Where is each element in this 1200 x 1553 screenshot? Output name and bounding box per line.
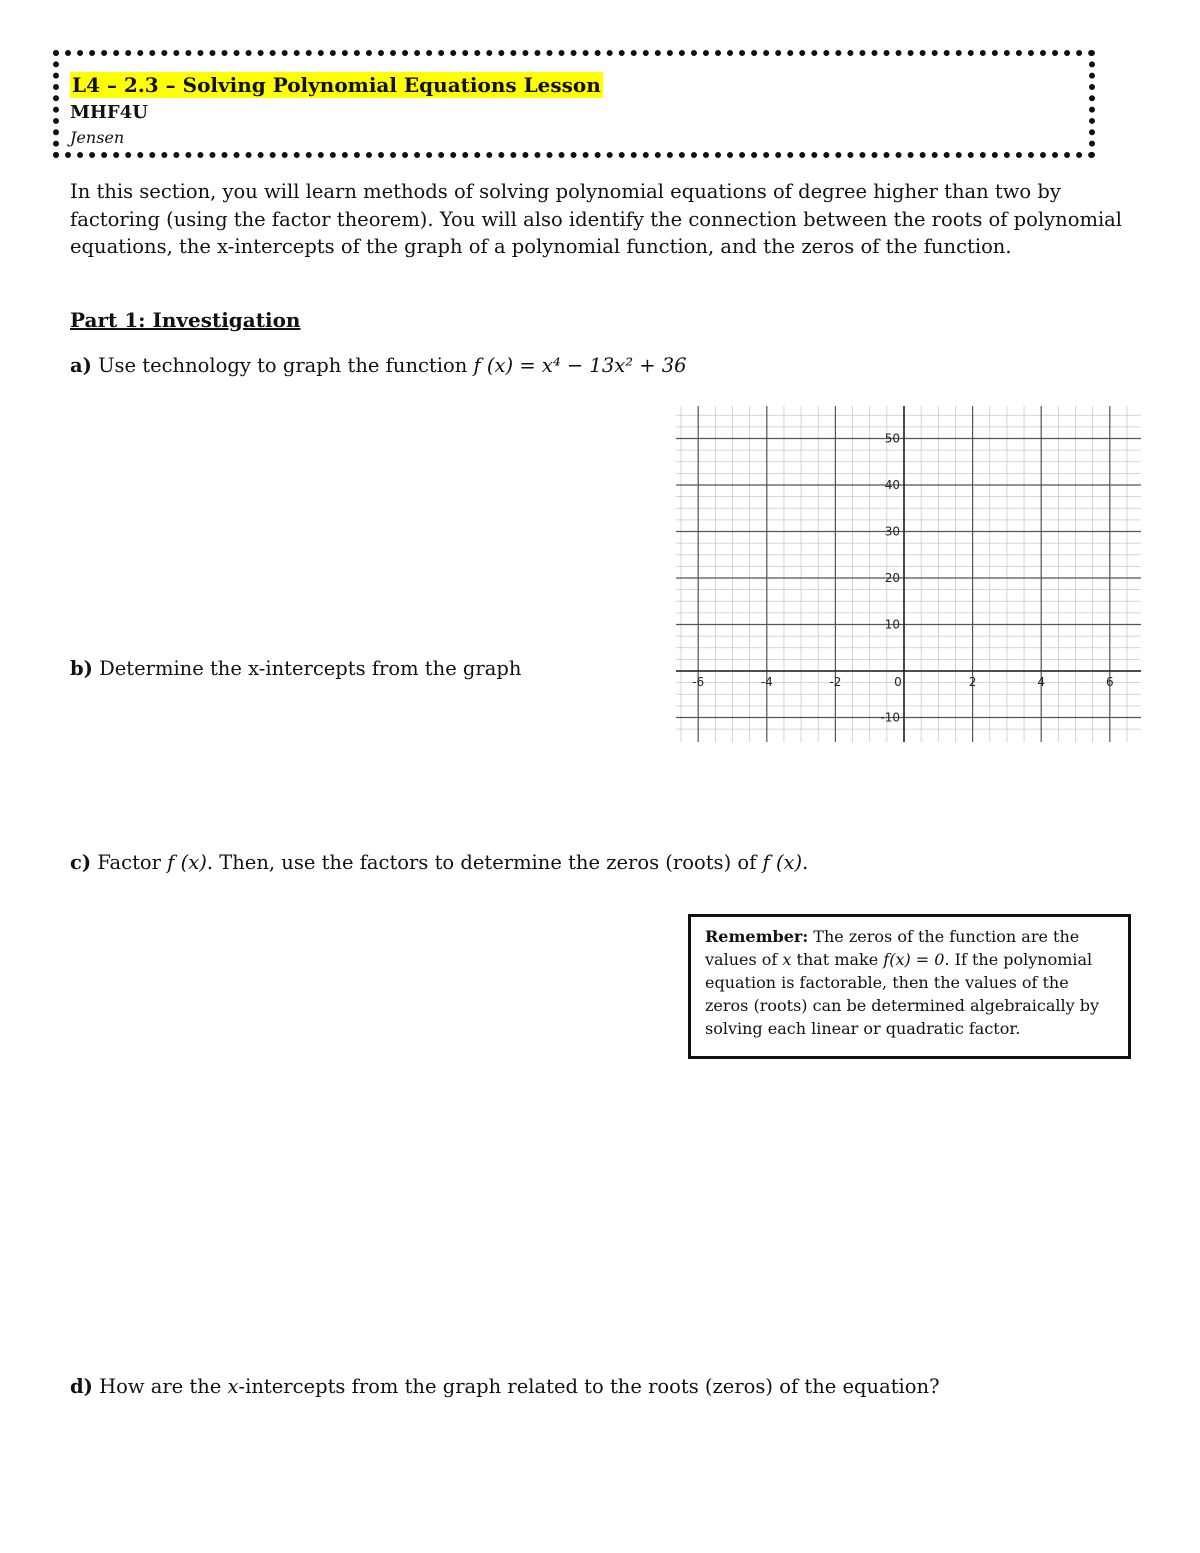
y-tick-label: 20 bbox=[884, 571, 900, 585]
question-c bbox=[70, 849, 808, 877]
question-c-text3: . bbox=[802, 851, 809, 874]
coordinate-grid bbox=[676, 406, 1141, 742]
question-a bbox=[70, 352, 687, 380]
y-tick-label: 30 bbox=[884, 524, 900, 539]
question-d-label: d) bbox=[70, 1375, 93, 1398]
remember-box bbox=[688, 914, 1131, 1059]
question-c-text1: Factor bbox=[97, 851, 168, 874]
question-a-text: Use technology to graph the function bbox=[98, 354, 474, 377]
author-name: Jensen bbox=[70, 128, 125, 147]
question-a-function: f (x) = x⁴ − 13x² + 36 bbox=[473, 354, 687, 377]
x-tick-label: 2 bbox=[968, 675, 977, 689]
question-a-label: a) bbox=[70, 354, 92, 377]
course-code: MHF4U bbox=[70, 102, 148, 123]
y-tick-label: 10 bbox=[884, 617, 900, 632]
remember-label: Remember: bbox=[705, 927, 809, 946]
question-b bbox=[70, 655, 521, 683]
question-b-label: b) bbox=[70, 657, 93, 680]
major-grid bbox=[676, 406, 1141, 742]
part1-heading: Part 1: Investigation bbox=[70, 308, 301, 332]
minor-grid bbox=[676, 406, 1141, 742]
remember-text1: The zeros of the function are the values of bbox=[705, 927, 1080, 969]
question-d bbox=[70, 1373, 940, 1401]
x-tick-label: 4 bbox=[1037, 675, 1046, 689]
question-d-text1: How are the bbox=[99, 1375, 228, 1398]
x-tick-label: 0 bbox=[894, 675, 902, 689]
x-tick-label: -2 bbox=[829, 675, 842, 689]
remember-math1: x bbox=[782, 950, 792, 969]
remember-math2: f(x) = 0 bbox=[883, 950, 945, 969]
question-c-label: c) bbox=[70, 851, 92, 874]
question-d-math: x bbox=[227, 1375, 239, 1398]
y-tick-label: 40 bbox=[884, 478, 900, 492]
question-c-math1: f (x) bbox=[167, 851, 207, 874]
x-tick-label: -4 bbox=[760, 675, 773, 689]
question-d-text2: -intercepts from the graph related to the roots (zeros) of the equation? bbox=[238, 1375, 940, 1398]
header-border bbox=[53, 50, 1095, 158]
question-b-text: Determine the x-intercepts from the graph bbox=[99, 657, 522, 680]
question-c-text2: . Then, use the factors to determine the zeros (roots) of bbox=[206, 851, 763, 874]
x-tick-label: 6 bbox=[1105, 675, 1114, 689]
y-tick-label: -10 bbox=[880, 710, 900, 725]
intro-paragraph: In this section, you will learn methods of solving polynomial equations of degree higher than two by factoring (using the factor theorem). You will also identify the connection between the roots of polynomial equations, the x-intercepts of the graph of a polynomial function, and the zeros of the function. bbox=[70, 180, 1123, 258]
remember-text3: . If the polynomial equation is factorable, then the values of the zeros (roots) can be determined algebraically by solving each linear or quadratic factor. bbox=[705, 950, 1099, 1038]
y-tick-label: 50 bbox=[884, 431, 900, 446]
x-tick-label: -6 bbox=[692, 675, 705, 689]
question-c-math2: f (x) bbox=[762, 851, 803, 874]
page-title: L4 – 2.3 – Solving Polynomial Equations Lesson bbox=[72, 73, 601, 97]
remember-text2: that make bbox=[791, 950, 884, 969]
